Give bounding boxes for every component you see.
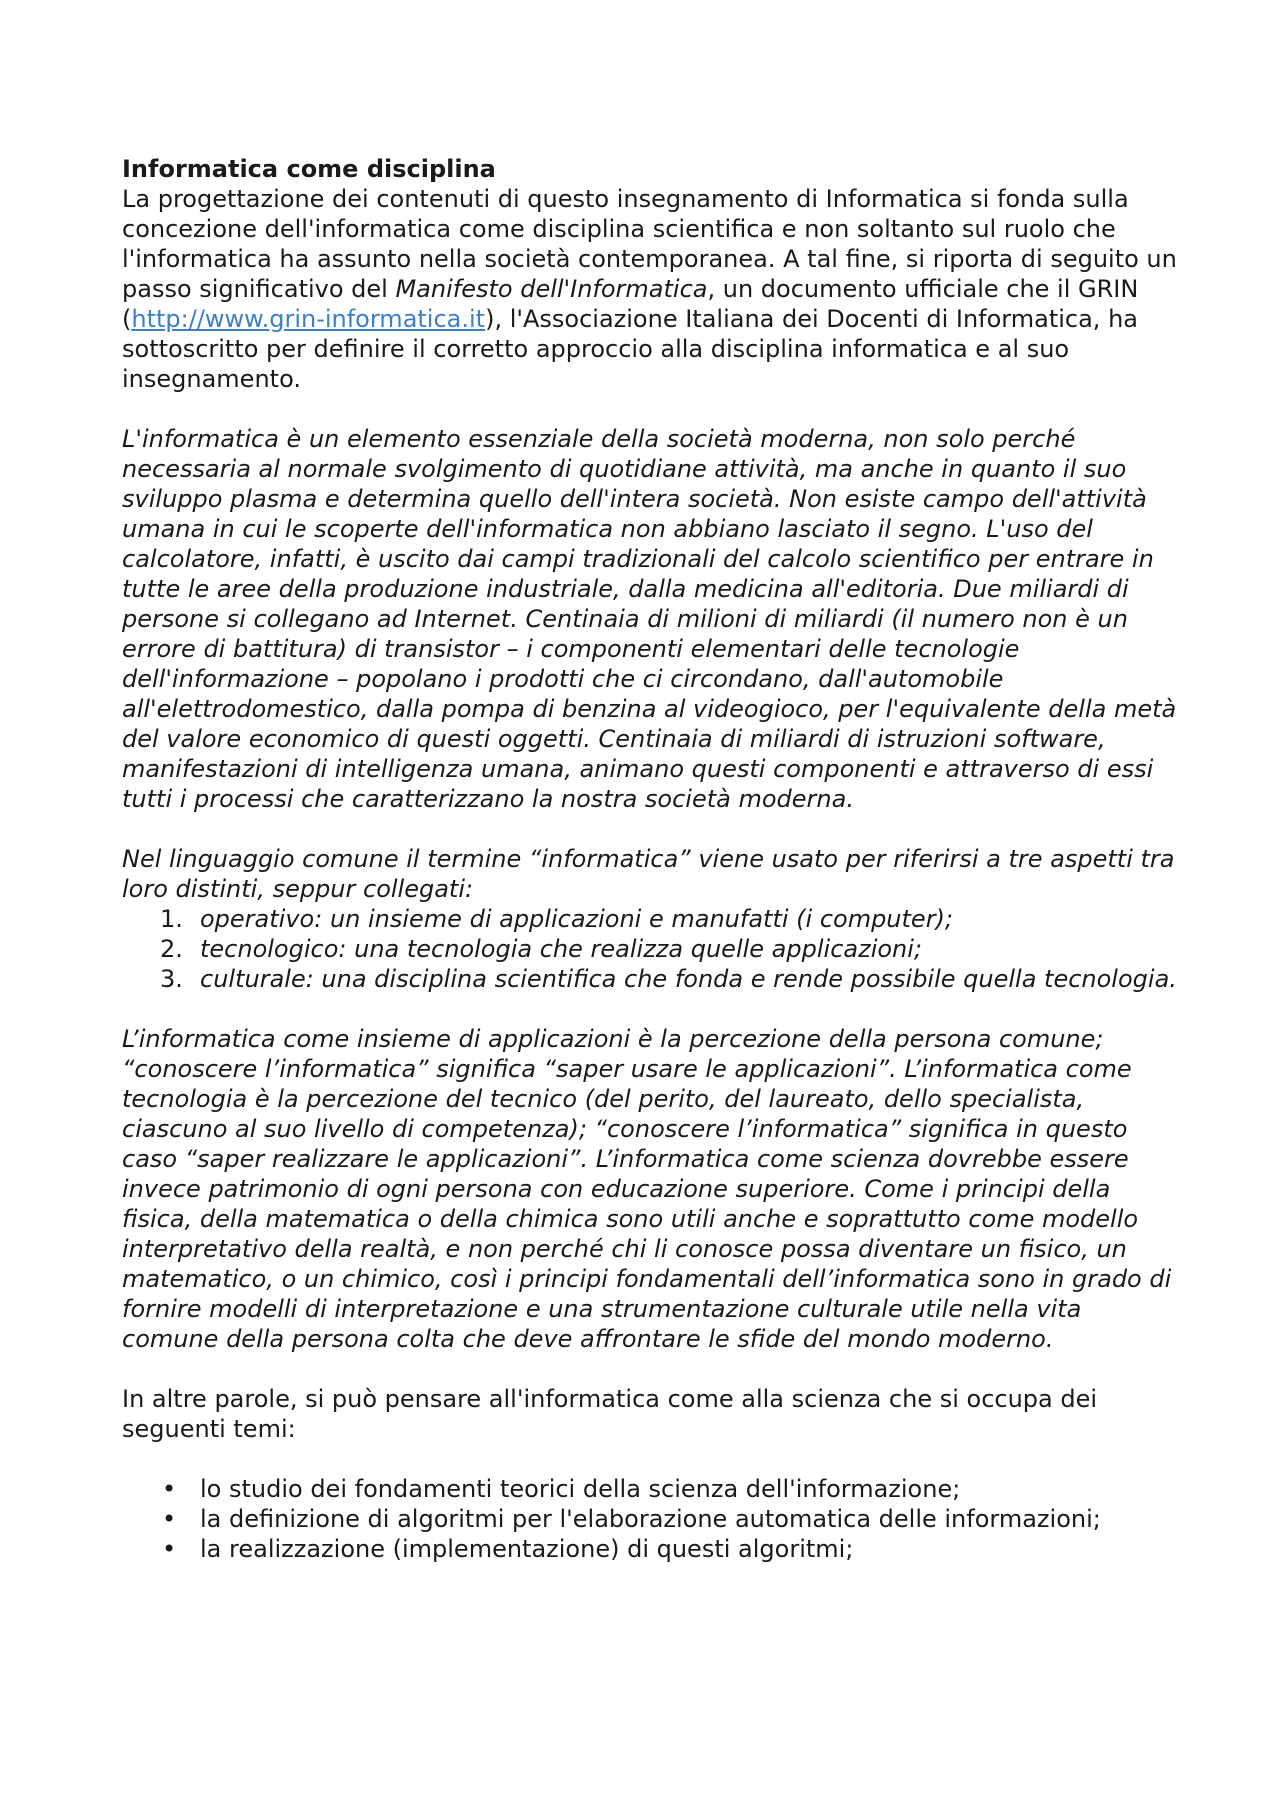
- list-item: [122, 1534, 1182, 1564]
- aspects-list: [122, 904, 1182, 994]
- list-item: [122, 964, 1182, 994]
- section-heading: Informatica come disciplina: [122, 155, 496, 183]
- list-item: [122, 904, 1182, 934]
- quote-paragraph-3: [122, 1024, 1182, 1354]
- list-item: [122, 1504, 1182, 1534]
- conclusion-paragraph: In altre parole, si può pensare all'informatica come alla scienza che si occupa dei seguenti temi:: [122, 1385, 1098, 1443]
- intro-text-2: , un documento ufficiale che il GRIN (: [122, 275, 1139, 333]
- grin-link[interactable]: http://www.grin-informatica.it: [131, 305, 486, 333]
- bullet-icon: •: [162, 1505, 177, 1533]
- quote-text-1: L'informatica è un elemento essenziale della società moderna, non solo perché necessaria al normale svolgimento di quotidiane attività, ma anche in quanto il suo sviluppo plasma e determina quello dell'intera società. Non esiste campo dell'attività umana in cui le scoperte dell'informatica non abbiano lasciato il segno. L'uso del calcolatore, infatti, è uscito dai campi tradizionali del calcolo scientifico per entrare in tutte le aree della produzione industriale, dalla medicina all'editoria. Due miliardi di persone si collegano ad Internet. Centinaia di milioni di miliardi (il numero non è un errore di battitura) di transistor – i componenti elementari delle tecnologie dell'informazione – popolano i prodotti che ci circondano, dall'automobile all'elettrodomestico, dalla pompa di benzina al videogioco, per l'equivalente della metà del valore economico di questi oggetti. Centinaia di miliardi di istruzioni software, manifestazioni di intelligenza umana, animano questi componenti e attraverso di essi tutti i processi che caratterizzano la nostra società moderna.: [122, 425, 1177, 813]
- list-item-text: operativo: un insieme di applicazioni e manufatti (i computer);: [200, 905, 954, 933]
- list-number: 2.: [160, 935, 183, 963]
- list-item-text: la definizione di algoritmi per l'elaborazione automatica delle informazioni;: [200, 1505, 1101, 1533]
- spacer: [122, 1444, 1182, 1474]
- quote-text-2: Nel linguaggio comune il termine “informatica” viene usato per riferirsi a tre aspetti tra loro distinti, seppur collegati:: [122, 845, 1175, 903]
- list-item: [122, 1474, 1182, 1504]
- spacer: [122, 1354, 1182, 1384]
- topics-list: [122, 1474, 1182, 1564]
- manifesto-title: Manifesto dell'Informatica: [395, 275, 708, 303]
- quote-paragraph-2: [122, 844, 1182, 904]
- list-item: [122, 934, 1182, 964]
- list-item-text: lo studio dei fondamenti teorici della scienza dell'informazione;: [200, 1475, 961, 1503]
- document-page: [122, 154, 1182, 1564]
- list-item-text: culturale: una disciplina scientifica che fonda e rende possibile quella tecnologia.: [200, 965, 1177, 993]
- intro-text-1: La progettazione dei contenuti di questo insegnamento di Informatica si fonda sulla concezione dell'informatica come disciplina scientifica e non soltanto sul ruolo che l'informatica ha assunto nella società contemporanea. A tal fine, si riporta di seguito un passo significativo del: [122, 185, 1177, 303]
- list-item-text: la realizzazione (implementazione) di questi algoritmi;: [200, 1535, 854, 1563]
- spacer: [122, 394, 1182, 424]
- list-item-text: tecnologico: una tecnologia che realizza quelle applicazioni;: [200, 935, 923, 963]
- list-number: 1.: [160, 905, 183, 933]
- bullet-icon: •: [162, 1475, 177, 1503]
- intro-text-3: ), l'Associazione Italiana dei Docenti di Informatica, ha sottoscritto per definire il corretto approccio alla disciplina informatica e al suo insegnamento.: [122, 305, 1138, 393]
- quote-text-3: L’informatica come insieme di applicazioni è la percezione della persona comune; “conoscere l’informatica” significa “saper usare le applicazioni”. L’informatica come tecnologia è la percezione del tecnico (del perito, del laureato, dello specialista, ciascuno al suo livello di competenza); “conoscere l’informatica” significa in questo caso “saper realizzare le applicazioni”. L’informatica come scienza dovrebbe essere invece patrimonio di ogni persona con educazione superiore. Come i principi della fisica, della matematica o della chimica sono utili anche e soprattutto come modello interpretativo della realtà, e non perché chi li conosce possa diventare un fisico, un matematico, o un chimico, così i principi fondamentali dell’informatica sono in grado di fornire modelli di interpretazione e una strumentazione culturale utile nella vita comune della persona colta che deve affrontare le sfide del mondo moderno.: [122, 1025, 1172, 1353]
- bullet-icon: •: [162, 1535, 177, 1563]
- quote-paragraph-1: [122, 424, 1182, 814]
- list-number: 3.: [160, 965, 183, 993]
- spacer: [122, 994, 1182, 1024]
- intro-paragraph: [122, 184, 1182, 394]
- spacer: [122, 814, 1182, 844]
